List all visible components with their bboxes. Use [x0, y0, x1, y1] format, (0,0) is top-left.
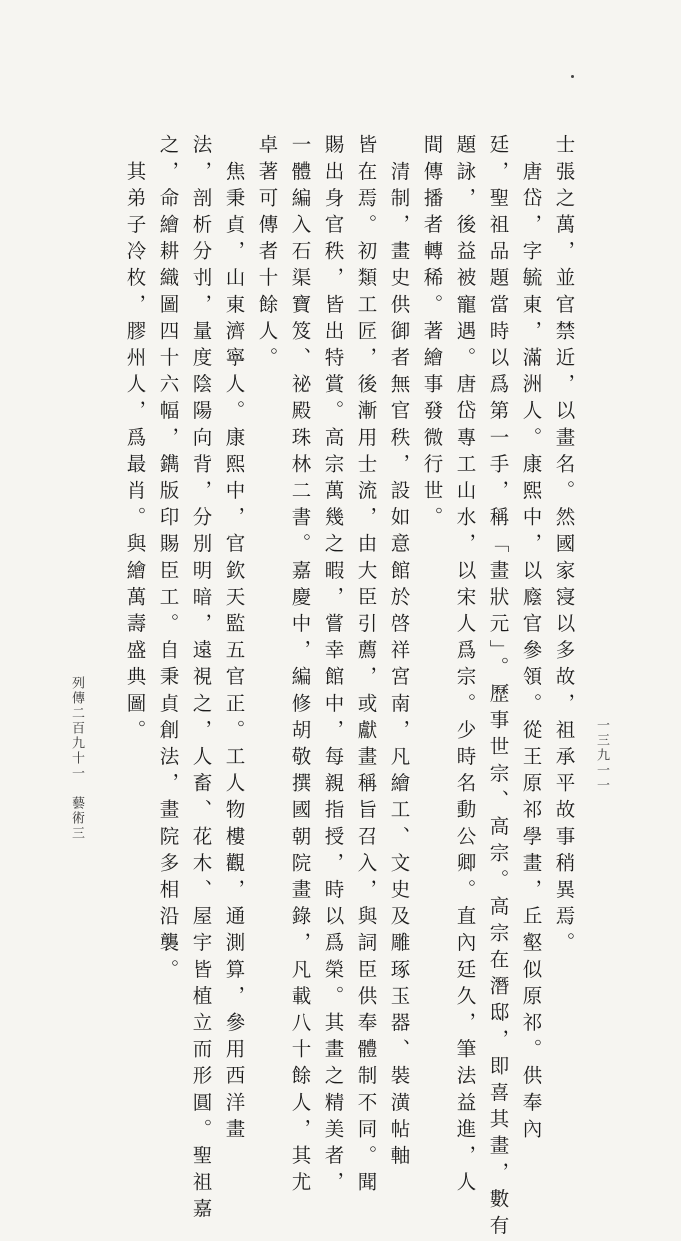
text-column-9: 一體編入石渠寶笈、祕殿珠林二書。嘉慶中，編修胡敬撰國朝院畫錄，凡載八十餘人，其尤 [288, 134, 312, 1198]
text-column-13: 之，命繪耕織圖四十六幅，鐫版印賜臣工。自秉貞創法，畫院多相沿襲。 [156, 134, 180, 986]
running-footer: 列傳二百九十一 藝術三 [69, 676, 84, 841]
text-column-5: 間傳播者轉稀。著繪事發微行世。 [420, 134, 444, 533]
page-number: 一三九一一 [594, 718, 609, 793]
text-column-10: 卓著可傳者十餘人。 [255, 134, 279, 374]
text-column-12: 法，剖析分刌，量度陰陽向背，分別明暗，遠視之，人畜、花木、屋宇皆植立而形圓。聖祖嘉 [189, 134, 213, 1225]
page-mark [571, 75, 574, 78]
text-column-3: 廷，聖祖品題當時以爲第一手，稱「畫狀元」。歷事世宗、高宗。高宗在潛邸，即喜其畫，數有 [486, 134, 510, 1241]
text-column-6: 清制，畫史供御者無官秩，設如意館於啓祥宮南，凡繪工、文史及雕琢玉器、裝潢帖軸 [387, 134, 411, 1172]
text-column-14: 其弟子冷枚，膠州人，爲最肖。與繪萬壽盛典圖。 [123, 134, 147, 746]
text-column-4: 題詠，後益被寵遇。唐岱專工山水，以宋人爲宗。少時名動公卿。直內廷久，筆法益進，人 [453, 134, 477, 1198]
text-column-7: 皆在焉。初類工匠，後漸用士流，由大臣引薦，或獻畫稱旨召入，與詞臣供奉體制不同。聞 [354, 134, 378, 1198]
text-column-8: 賜出身官秩，皆出特賞。高宗萬幾之暇，嘗幸館中，每親指授，時以爲榮。其畫之精美者， [321, 134, 345, 1198]
text-column-11: 焦秉貞，山東濟寧人。康熙中，官欽天監五官正。工人物樓觀，通測算，參用西洋畫 [222, 134, 246, 1145]
text-column-2: 唐岱，字毓東，滿洲人。康熙中，以廕官參領。從王原祁學畫，丘壑似原祁。供奉內 [519, 134, 543, 1145]
text-column-1: 士張之萬，並官禁近，以畫名。然國家寖以多故，祖承平故事稍異焉。 [552, 134, 576, 959]
